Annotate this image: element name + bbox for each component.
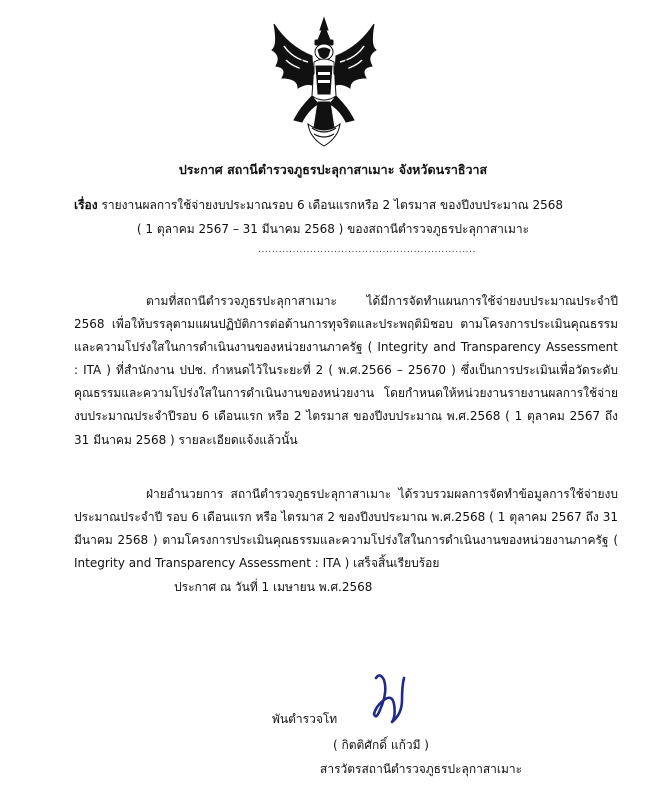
body-paragraph-1: ตามที่สถานีตำรวจภูธรปะลุกาสาเมาะ ได้มีการจัดทำแผนการใช้จ่ายงบประมาณประจำปี 2568 เพื่อให้บรรลุตามแผนปฏิบัติการต่อต้านการทุจริตและประพฤติมิชอบ ตามโครงการประเมินคุณธรรมและความโปร่งใสในการดำเนินงานของหน่วยงานภาครัฐ ( Integrity and Transparency Assessment : ITA ) ที่สำนักงาน ปปช. กำหนดไว้ในระยะที่ 2 ( พ.ศ.2566 – 25670 ) ซึ่งเป็นการประเมินเพื่อวัดระดับคุณธรรมและความโปร่งใสในการดำเนินงานของหน่วยงาน โดยกำหนดให้หน่วยงานรายงานผลการใช้จ่ายงบประมาณประจำปีรอบ 6 เดือนแรก หรือ 2 ไตรมาส ของปีงบประมาณ พ.ศ.2568 ( 1 ตุลาคม 2567 ถึง 31 มีนาคม 2568 ) รายละเอียดแจ้งแล้วนั้น	[74, 294, 618, 447]
announcement-title: ประกาศ สถานีตำรวจภูธรปะลุกาสาเมาะ จังหวัดนราธิวาส	[178, 162, 488, 177]
subject-line	[74, 196, 563, 215]
separator-line: ...............................................................	[258, 245, 477, 255]
subject-label: เรื่อง	[74, 198, 98, 212]
announcement-date: ประกาศ ณ วันที่ 1 เมษายน พ.ศ.2568	[174, 580, 373, 594]
signer-name: ( กิตติศักดิ์ แก้วมี )	[333, 738, 429, 752]
subject-text: รายงานผลการใช้จ่ายงบประมาณรอบ 6 เดือนแรกหรือ 2 ไตรมาส ของปีงบประมาณ 2568	[101, 198, 564, 212]
handwritten-signature-icon	[362, 670, 412, 726]
signer-position: สารวัตรสถานีตำรวจภูธรปะลุกาสาเมาะ	[320, 762, 523, 776]
signer-rank: พันตำรวจโท	[272, 712, 338, 726]
subject-period: ( 1 ตุลาคม 2567 – 31 มีนาคม 2568 ) ของสถานีตำรวจภูธรปะลุกาสาเมาะ	[136, 222, 530, 236]
body-paragraph-2: ฝ่ายอำนวยการ สถานีตำรวจภูธรปะลุกาสาเมาะ ได้รวบรวมผลการจัดทำข้อมูลการใช้จ่ายงบประมาณประจำปี รอบ 6 เดือนแรก หรือ ไตรมาส 2 ของปีงบประมาณ พ.ศ.2568 ( 1 ตุลาคม 2567 ถึง 31 มีนาคม 2568 ) ตามโครงการประเมินคุณธรรมและความโปร่งใสในการดำเนินงานของหน่วยงานภาครัฐ ( Integrity and Transparency Assessment : ITA ) เสร็จสิ้นเรียบร้อย	[74, 487, 618, 571]
garuda-emblem-icon	[268, 16, 380, 148]
